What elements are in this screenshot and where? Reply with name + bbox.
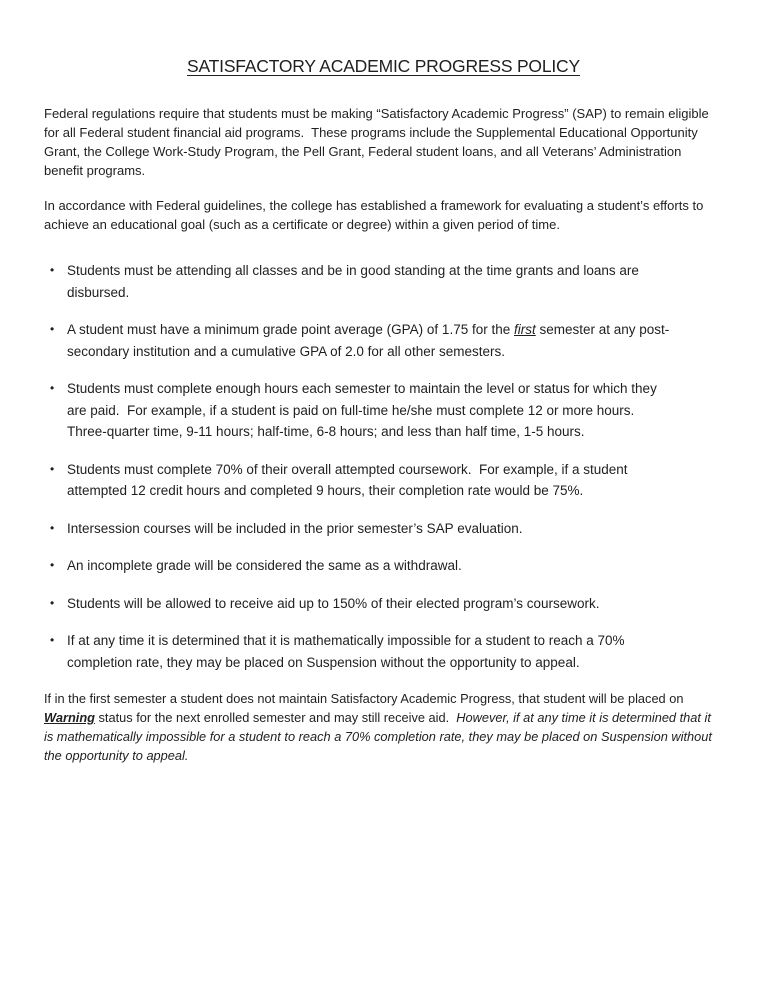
bullet-text: A student must have a minimum grade point average (GPA) of 1.75 for the first semester at any post-secondary institution and a cumulative GPA of 2.0 for all other semesters. [67, 322, 670, 359]
bullet-icon: • [50, 633, 55, 647]
bullet-text: Students will be allowed to receive aid up to 150% of their elected program’s coursework. [67, 595, 600, 611]
closing-paragraph: If in the first semester a student does not maintain Satisfactory Academic Progress, that student will be placed on Warning status for the next enrolled semester and may still receive aid. However, if at any time it is determined that it is mathematically impossible for a student to reach a 70% completion rate, they may be placed on Suspension without the opportunity to appeal. [44, 691, 716, 763]
bullet-text: Students must be attending all classes and be in good standing at the time grants and loans are disbursed. [67, 263, 643, 300]
bullet-item-suspension [44, 630, 723, 673]
bullet-icon: • [50, 322, 55, 336]
bullet-item-gpa [44, 319, 723, 362]
bullet-icon: • [50, 461, 55, 476]
bullet-item-aid-limit [44, 593, 723, 615]
bullet-icon: • [50, 381, 55, 395]
bullet-icon: • [50, 558, 55, 572]
bullet-text: If at any time it is determined that it is mathematically impossible for a student to reach a 70% completion rate, they may be placed on Suspension without the opportunity to appeal. [67, 633, 629, 670]
intro-paragraph-2: In accordance with Federal guidelines, the college has established a framework for evaluating a student’s efforts to achieve an educational goal (such as a certificate or degree) within a given period of time. [44, 198, 707, 232]
bullet-item-completion-rate [44, 459, 723, 502]
bullet-item-attendance [44, 260, 723, 303]
bullet-icon: • [50, 595, 55, 610]
bullet-icon: • [50, 263, 55, 277]
bullet-text: Students must complete enough hours each semester to maintain the level or status for which they are paid. For example, if a student is paid on full-time he/she must complete 12 or more hours. Three-quarter time, 9-11 hours; half-time, 6-8 hours; and less than half time, 1-5 hours. [67, 381, 661, 439]
bullet-icon: • [50, 520, 55, 535]
bullet-item-intersession [44, 518, 723, 540]
document-title: SATISFACTORY ACADEMIC PROGRESS POLICY [187, 56, 580, 76]
bullet-item-hours [44, 378, 723, 443]
policy-bullet-list [44, 260, 723, 673]
intro-paragraph-1: Federal regulations require that students must be making “Satisfactory Academic Progress” (SAP) to remain eligible for all Federal student financial aid programs. These programs include the Supplemental Educational Opportunity Grant, the College Work-Study Program, the Pell Grant, Federal student loans, and all Veterans’ Administration benefit programs. [44, 106, 713, 178]
bullet-text: Intersession courses will be included in the prior semester’s SAP evaluation. [67, 520, 523, 536]
bullet-text: An incomplete grade will be considered the same as a withdrawal. [67, 558, 462, 573]
bullet-item-incomplete-grade [44, 555, 723, 577]
bullet-text: Students must complete 70% of their overall attempted coursework. For example, if a student attempted 12 credit hours and completed 9 hours, their completion rate would be 75%. [67, 461, 632, 498]
